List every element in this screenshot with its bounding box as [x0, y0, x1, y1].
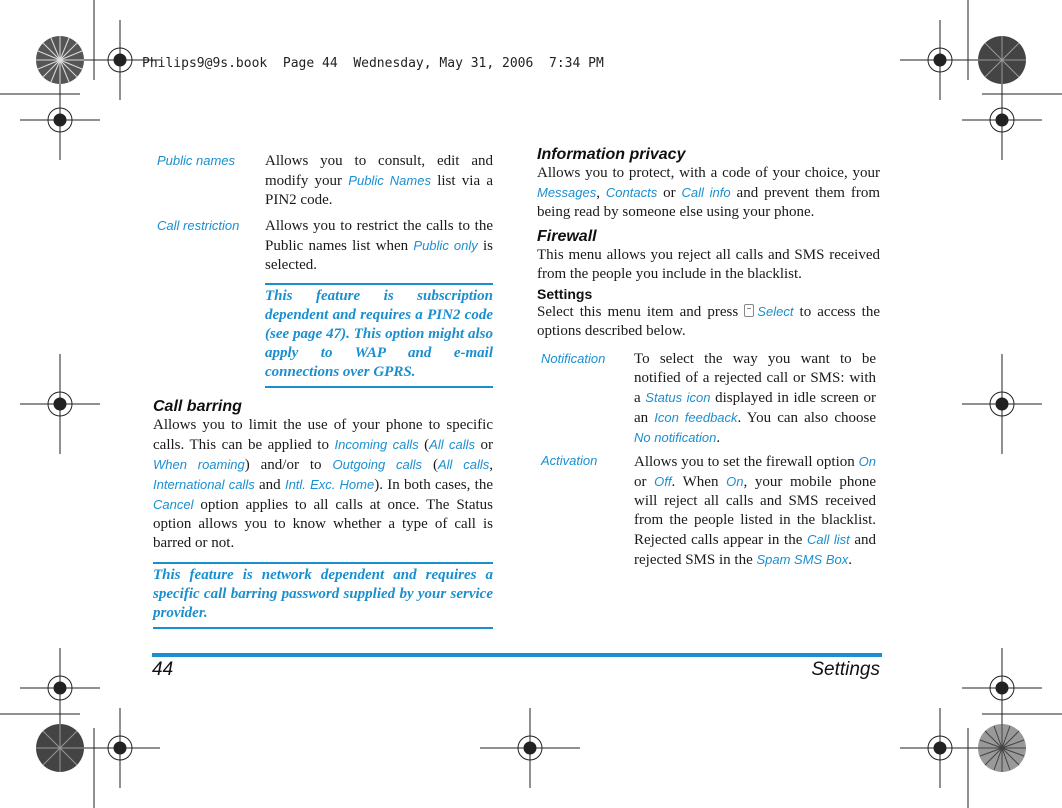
- menu-option-reference: When roaming: [153, 457, 245, 472]
- definition-call-restriction: [157, 217, 497, 283]
- menu-option-reference: International calls: [153, 477, 255, 492]
- text-run: or: [634, 474, 655, 490]
- note-rule-bottom: [265, 386, 493, 388]
- menu-option-reference: Contacts: [605, 185, 658, 200]
- menu-option-reference: Public only: [413, 238, 478, 253]
- left-column: [153, 152, 497, 629]
- right-column: [537, 146, 880, 592]
- menu-option-reference: Cancel: [153, 497, 194, 512]
- menu-option-reference: Messages: [537, 185, 597, 200]
- registration-mark-left-upper: [20, 80, 100, 160]
- settings-text-after: to access the options described below.: [537, 304, 880, 339]
- menu-option-reference: Call list: [806, 532, 850, 547]
- menu-option-reference: Status icon: [645, 390, 711, 405]
- starburst-target-bottom-right: [978, 724, 1026, 772]
- settings-body: [537, 302, 880, 341]
- text-run: ) and/or to: [244, 457, 333, 473]
- note-text: This feature is subscription dependent and requires a PIN2 code (see page 47). This option might also apply to WAP and e-mail connections over GPRS.: [265, 288, 493, 380]
- text-run: . When: [671, 474, 727, 490]
- text-run: and prevent them from being read by someone else using your phone.: [537, 185, 881, 220]
- menu-option-reference: No notification: [634, 430, 717, 445]
- menu-option-reference: Call info: [681, 185, 731, 200]
- starburst-target-bottom-left: [36, 724, 84, 772]
- firewall-body: This menu allows you reject all calls and SMS received from the people you include in the blacklist.: [537, 247, 880, 282]
- section-title-firewall: Firewall: [537, 228, 597, 245]
- starburst-target-top-right: [978, 36, 1026, 84]
- text-run: . You can also choose: [737, 410, 876, 426]
- def-term: Notification: [541, 351, 606, 366]
- text-run: .: [848, 552, 852, 568]
- text-run: ). In both cases, the: [374, 477, 494, 493]
- text-run: Allows you to limit the use of your phone to specific calls. This can be applied to: [153, 417, 493, 453]
- menu-option-reference: Intl. Exc. Home: [284, 477, 375, 492]
- registration-mark-right-upper: [962, 80, 1042, 160]
- definition-public-names: [157, 152, 497, 214]
- privacy-body: [537, 164, 880, 222]
- def-body: [634, 452, 876, 570]
- def-body: [265, 152, 493, 210]
- select-key-label: Select: [757, 304, 794, 319]
- note-text: This feature is network dependent and requires a specific call barring password supplied by your service provider.: [153, 567, 493, 621]
- call-barring-body: [153, 416, 493, 553]
- menu-option-reference: All calls: [438, 457, 490, 472]
- text-run: (: [418, 437, 430, 453]
- settings-text-before: Select this menu item and press: [537, 304, 745, 320]
- note-rule-bottom: [153, 627, 493, 629]
- text-run: displayed in idle screen or an: [634, 390, 876, 426]
- menu-option-reference: On: [726, 474, 744, 489]
- text-run: and: [254, 477, 285, 493]
- text-run: or: [657, 185, 682, 201]
- registration-mark-left-mid: [20, 354, 100, 454]
- menu-option-reference: On: [858, 454, 876, 469]
- registration-mark-bottom-left: [80, 708, 160, 788]
- def-body: [265, 217, 493, 275]
- section-title-call-barring: Call barring: [153, 398, 242, 415]
- starburst-target-top-left: [36, 36, 84, 84]
- menu-option-reference: Incoming calls: [334, 437, 419, 452]
- definition-activation: [537, 452, 880, 592]
- menu-option-reference: Spam SMS Box: [756, 552, 849, 567]
- text-run: (: [422, 457, 438, 473]
- menu-option-reference: Public Names: [348, 173, 431, 188]
- text-run: list via a PIN2 code.: [265, 173, 494, 208]
- text-run: is selected.: [265, 238, 493, 273]
- note-call-barring: [153, 562, 493, 629]
- text-run: ,: [596, 185, 606, 201]
- text-run: option applies to all calls at once. The Status option allows you to know whether a type of call is barred or not.: [153, 497, 493, 551]
- menu-option-reference: Icon feedback: [654, 410, 738, 425]
- footer-section-title: Settings: [811, 659, 880, 680]
- def-term: Call restriction: [157, 218, 240, 233]
- text-run: To select the way you want to be notified of a rejected call or SMS: with a: [634, 351, 876, 406]
- def-term: Activation: [541, 453, 598, 468]
- note-pin2: [265, 283, 493, 388]
- menu-key-icon: [744, 304, 754, 317]
- definition-notification: [537, 350, 880, 450]
- registration-mark-left-lower: [20, 648, 100, 728]
- section-title-information-privacy: Information privacy: [537, 146, 686, 163]
- print-header: Philips9@9s.book Page 44 Wednesday, May 31, 2006 7:34 PM: [142, 56, 604, 71]
- menu-option-reference: Outgoing calls: [332, 457, 423, 472]
- menu-option-reference: Off: [654, 474, 672, 489]
- subsection-title-settings: Settings: [537, 286, 593, 302]
- text-run: Allows you to restrict the calls to the Public names list when: [265, 218, 493, 254]
- page-number: 44: [152, 659, 174, 680]
- registration-mark-right-lower: [962, 648, 1042, 728]
- text-run: Allows you to consult, edit and modify your: [265, 153, 493, 189]
- def-body: [634, 350, 876, 448]
- text-run: Allows you to protect, with a code of your choice, your: [537, 165, 880, 181]
- registration-mark-right-mid: [962, 354, 1042, 454]
- footer-rule: [152, 653, 882, 657]
- text-run: Allows you to set the firewall option: [634, 454, 859, 470]
- text-run: or: [474, 437, 493, 453]
- registration-mark-bottom-center: [480, 708, 580, 788]
- text-run: .: [716, 430, 721, 446]
- menu-option-reference: All calls: [429, 437, 475, 452]
- text-run: , your mobile phone will reject all calls and SMS received from the people listed in the blacklist. Rejected calls appear in the: [634, 474, 876, 548]
- text-run: ,: [489, 457, 493, 473]
- def-term: Public names: [157, 153, 236, 168]
- text-run: and rejected SMS in the: [634, 532, 876, 568]
